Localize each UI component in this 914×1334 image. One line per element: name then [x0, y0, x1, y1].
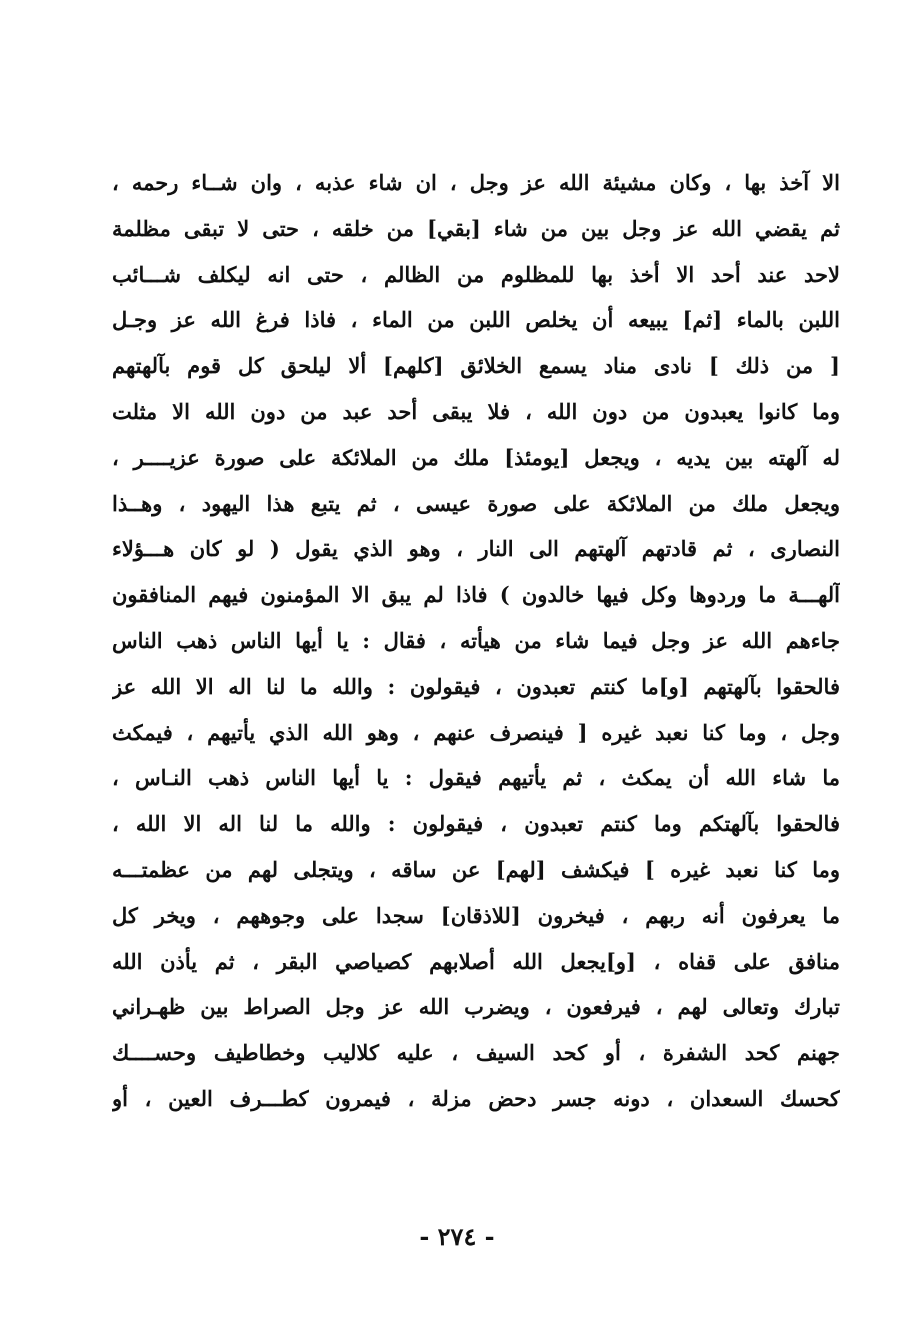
text-line: ثم يقضي الله عز وجل بين من شاء [بقي] من خلقه ، حتى لا تبقى مظلمة — [112, 215, 840, 241]
text-line: تبارك وتعالى لهم ، فيرفعون ، ويضرب الله عز وجل الصراط بين ظهـراني — [112, 994, 840, 1020]
text-line: اللبن بالماء [ثم] يبيعه أن يخلص اللبن من الماء ، فاذا فرغ الله عز وجـل — [112, 307, 840, 333]
text-line: [ من ذلك ] نادى مناد يسمع الخلائق [كلهم] ألا ليلحق كل قوم بآلهتهم — [112, 353, 840, 379]
text-line: ما شاء الله أن يمكث ، ثم يأتيهم فيقول : يا أيها الناس ذهب النـاس ، — [112, 765, 840, 791]
text-line: له آلهته بين يديه ، ويجعل [يومئذ] ملك من الملائكة على صورة عزيــــر ، — [112, 444, 840, 470]
text-line: ويجعل ملك من الملائكة على صورة عيسى ، ثم يتبع هذا اليهود ، وهــذا — [112, 490, 840, 516]
text-line: كحسك السعدان ، دونه جسر دحض مزلة ، فيمرون كطـــرف العين ، أو — [112, 1085, 840, 1111]
text-line: الا آخذ بها ، وكان مشيئة الله عز وجل ، ان شاء عذبه ، وان شــاء رحمه ، — [112, 170, 840, 195]
text-line: وما كنا نعبد غيره ] فيكشف [لهم] عن ساقه ، ويتجلى لهم من عظمتـــه — [112, 856, 840, 882]
text-line: وما كانوا يعبدون من دون الله ، فلا يبقى أحد عبد من دون الله الا مثلت — [112, 398, 840, 424]
text-line: ما يعرفون أنه ربهم ، فيخرون [للاذقان] سجدا على وجوههم ، ويخر كل — [112, 902, 840, 928]
body-text — [112, 160, 840, 1122]
text-line: منافق على قفاه ، [و]يجعل الله أصلابهم كصياصي البقر ، ثم يأذن الله — [112, 948, 840, 974]
text-line: فالحقوا بآلهتكم وما كنتم تعبدون ، فيقولون : والله ما لنا اله الا الله ، — [112, 811, 840, 837]
text-line: آلهـــة ما وردوها وكل فيها خالدون ) فاذا لم يبق الا المؤمنون فيهم المنافقون — [112, 582, 840, 608]
page-number: - ٢٧٤ - — [419, 1222, 495, 1251]
text-line: جهنم كحد الشفرة ، أو كحد السيف ، عليه كلاليب وخطاطيف وحســــك — [112, 1040, 840, 1066]
text-line: فالحقوا بآلهتهم [و]ما كنتم تعبدون ، فيقولون : والله ما لنا اله الا الله عز — [112, 673, 840, 699]
text-line: لاحد عند أحد الا أخذ بها للمظلوم من الظالم ، حتى انه ليكلف شـــائب — [112, 261, 840, 287]
text-line: جاءهم الله عز وجل فيما شاء من هيأته ، فقال : يا أيها الناس ذهب الناس — [112, 627, 840, 653]
text-line: وجل ، وما كنا نعبد غيره [ فينصرف عنهم ، وهو الله الذي يأتيهم ، فيمكث — [112, 719, 840, 745]
text-line: النصارى ، ثم قادتهم آلهتهم الى النار ، وهو الذي يقول ( لو كان هـــؤلاء — [112, 536, 840, 562]
